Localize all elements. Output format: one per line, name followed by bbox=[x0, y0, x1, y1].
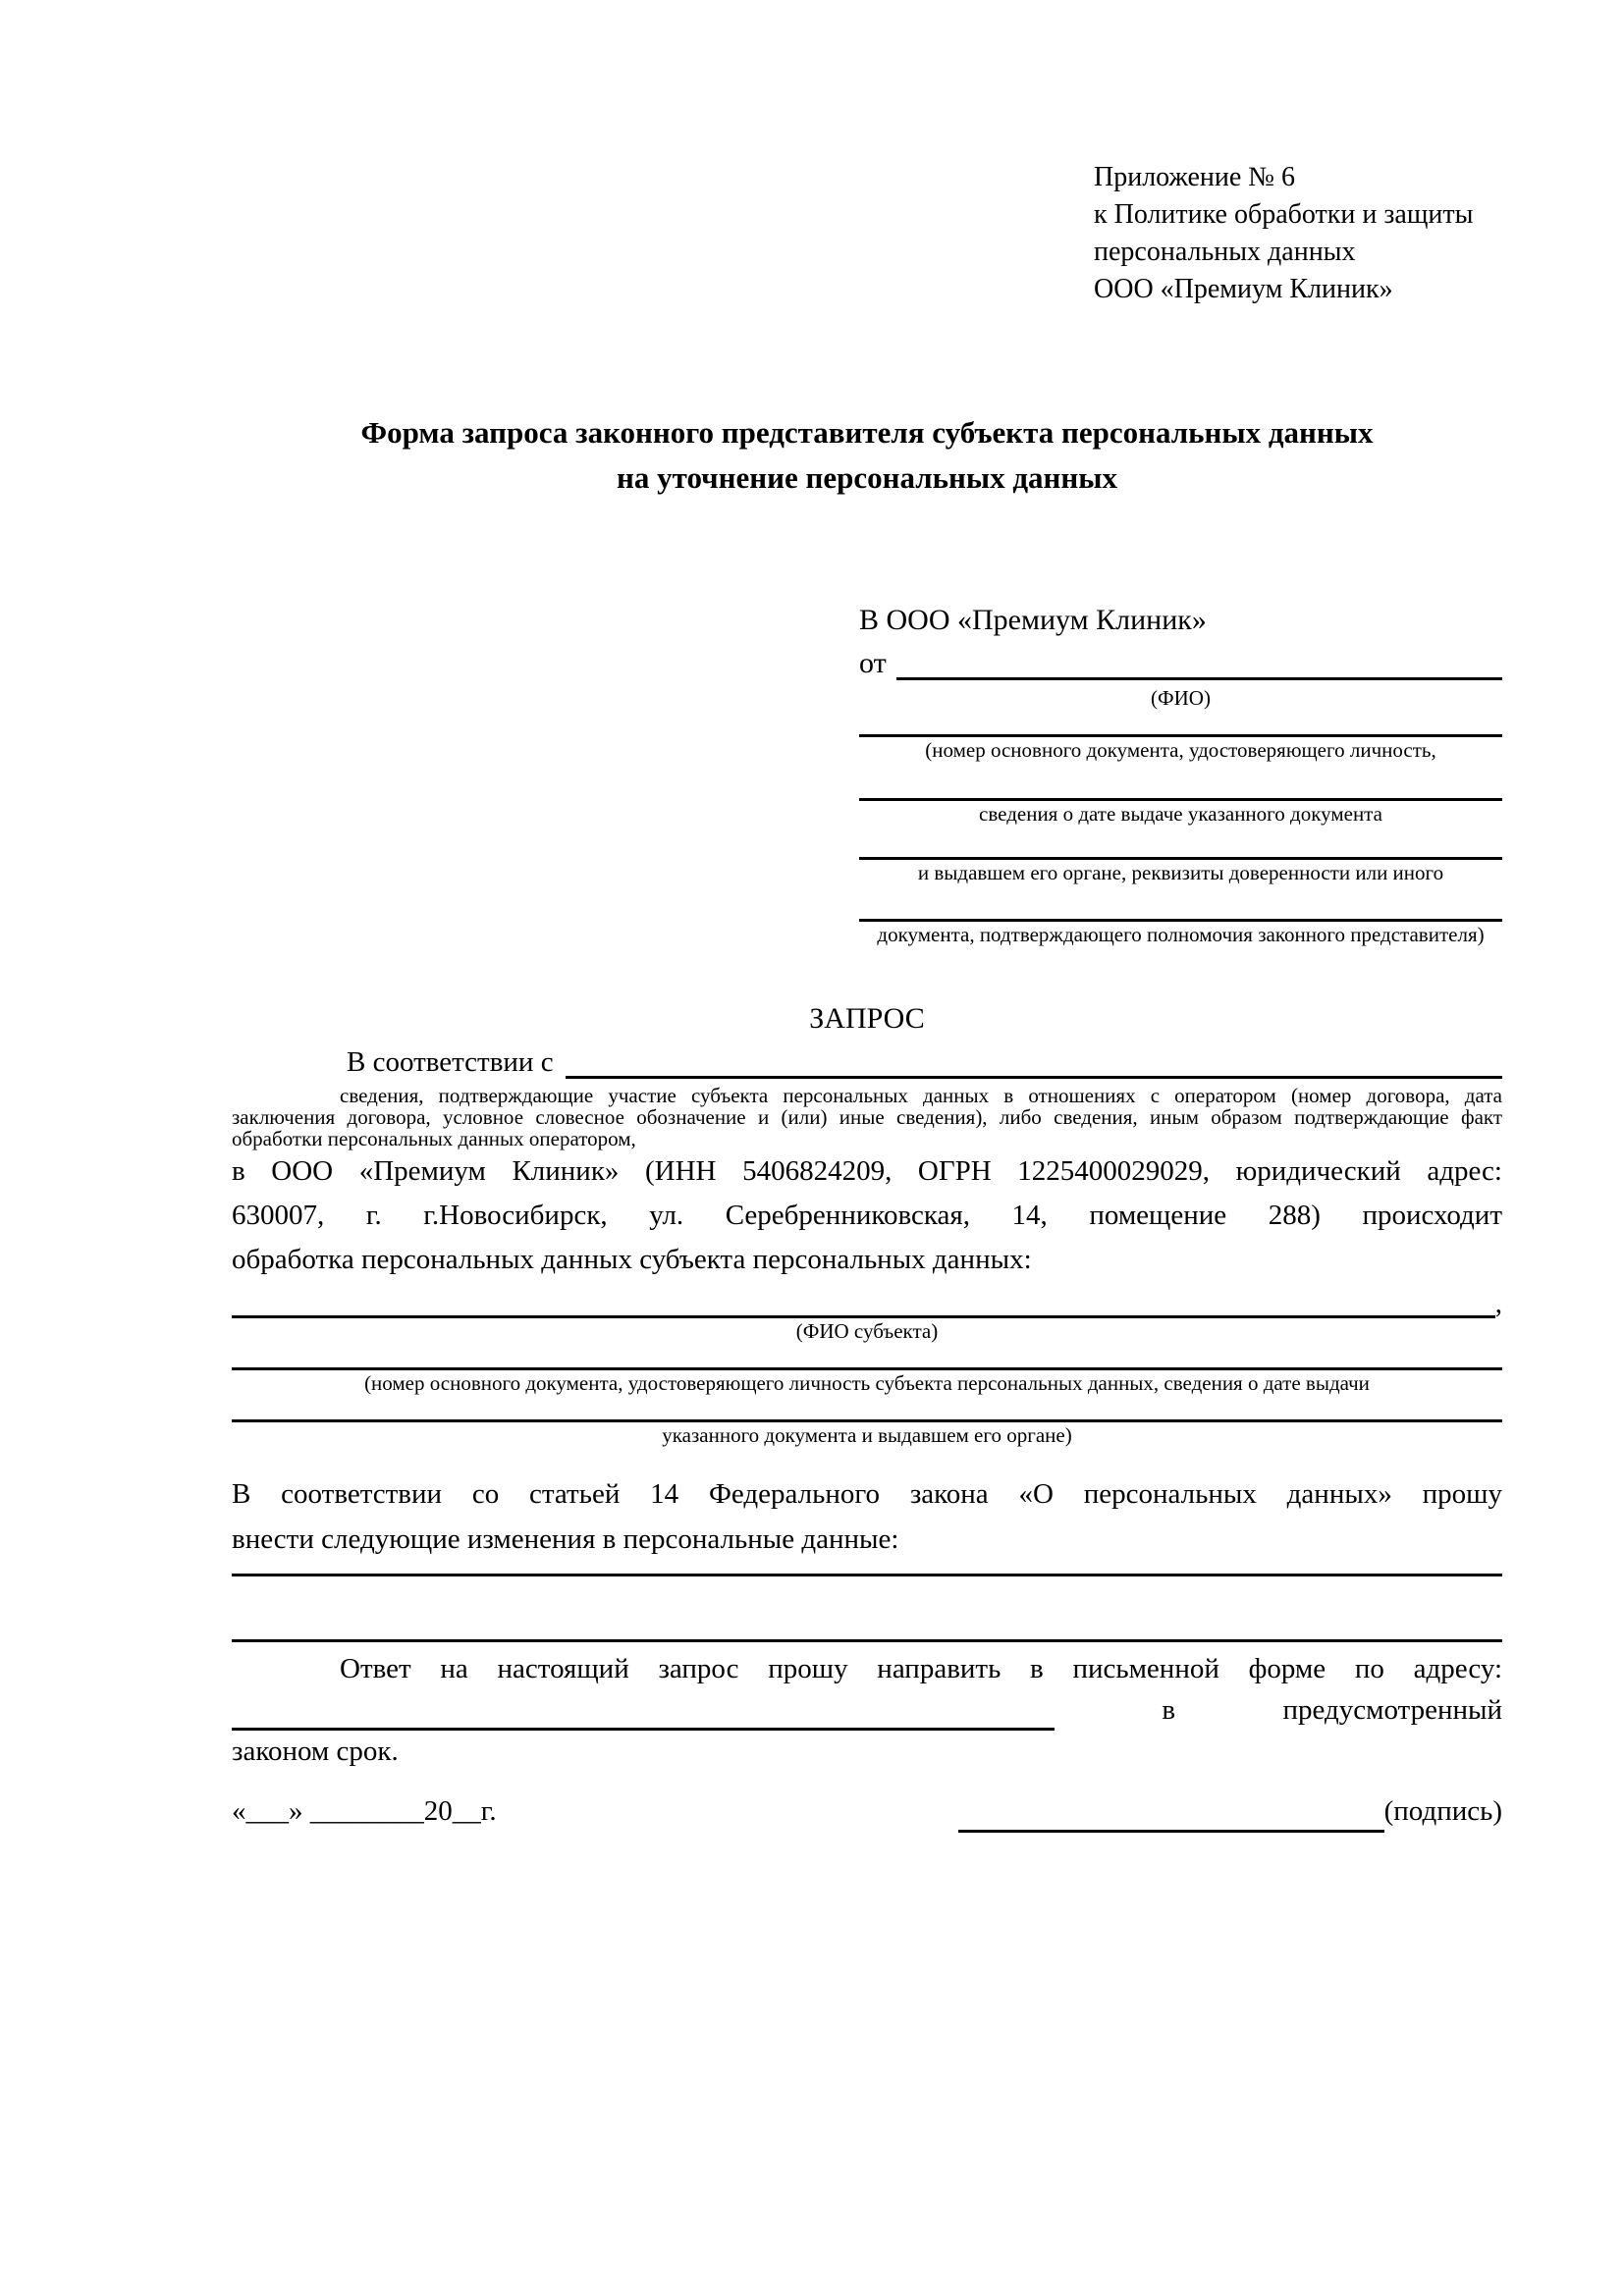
answer-paragraph-line-1: Ответ на настоящий запрос прошу направить в письменной форме по адресу: bbox=[340, 1653, 1502, 1684]
from-label: от bbox=[859, 647, 887, 679]
signature-group bbox=[958, 1789, 1502, 1833]
operator-paragraph-line-2: 630007, г. г.Новосибирск, ул. Серебренниковская, 14, помещение 288) происходит bbox=[232, 1200, 1502, 1231]
from-fill-line bbox=[896, 642, 1502, 680]
answer-word-predusmotrenny: предусмотренный bbox=[1282, 1694, 1502, 1726]
appendix-header bbox=[1094, 159, 1502, 308]
date-line: «___» ________20__г. bbox=[232, 1795, 497, 1827]
from-row bbox=[859, 642, 1502, 685]
basis-note-line-3: обработки персональных данных оператором, bbox=[232, 1127, 636, 1150]
addressee-organization: В ООО «Премиум Клиник» bbox=[859, 604, 1207, 636]
answer-address-fill-line bbox=[232, 1694, 1055, 1731]
subject-fio-fill-line bbox=[232, 1282, 1495, 1318]
subject-fio-fill-row bbox=[232, 1282, 1502, 1318]
issue-date-caption: сведения о дате выдаче указанного документа bbox=[979, 802, 1382, 826]
issuing-authority-caption: и выдавшем его органе, реквизиты доверенности или иного bbox=[917, 861, 1444, 884]
fio-caption: (ФИО) bbox=[1151, 686, 1211, 710]
basis-note bbox=[232, 1085, 1502, 1149]
request-heading: ЗАПРОС bbox=[809, 1002, 925, 1035]
basis-prefix: В соответствии с bbox=[347, 1046, 554, 1078]
document-number-fill-line bbox=[859, 711, 1502, 737]
authority-document-fill-line bbox=[859, 885, 1502, 922]
answer-word-v: в bbox=[1162, 1694, 1176, 1726]
document-title-line-1: Форма запроса законного представителя субъекта персональных данных bbox=[360, 415, 1374, 450]
subject-fio-trailing-comma: , bbox=[1494, 1288, 1502, 1319]
basis-note-line-1: сведения, подтверждающие участие субъекта персональных данных в отношениях с оператором (номер договора, дата bbox=[340, 1084, 1502, 1107]
document-title bbox=[232, 410, 1502, 501]
operator-paragraph-line-3: обработка персональных данных субъекта персональных данных: bbox=[232, 1244, 1032, 1275]
addressee-block bbox=[859, 599, 1502, 947]
operator-paragraph-line-1: в ООО «Премиум Клиник» (ИНН 5406824209, ОГРН 1225400029029, юридический адрес: bbox=[232, 1155, 1502, 1187]
signature-caption: (подпись) bbox=[1383, 1795, 1502, 1827]
appendix-line-3: персональных данных bbox=[1094, 237, 1356, 267]
footer-row bbox=[232, 1789, 1502, 1833]
operator-paragraph bbox=[232, 1149, 1502, 1282]
subject-document-caption: (номер основного документа, удостоверяющего личность субъекта персональных данных, сведения о дате выдачи bbox=[364, 1371, 1370, 1395]
law-paragraph-line-1: В соответствии со статьей 14 Федерального закона «О персональных данных» прошу bbox=[232, 1478, 1502, 1510]
law-paragraph bbox=[232, 1471, 1502, 1562]
subject-document-fill-line bbox=[232, 1344, 1502, 1370]
issue-date-fill-line bbox=[859, 763, 1502, 801]
signature-fill-line bbox=[958, 1796, 1384, 1833]
answer-address-row bbox=[232, 1689, 1502, 1731]
answer-paragraph bbox=[232, 1648, 1502, 1772]
authority-document-caption: документа, подтверждающего полномочия законного представителя) bbox=[877, 923, 1485, 946]
appendix-line-4: ООО «Премиум Клиник» bbox=[1094, 274, 1393, 304]
changes-fill-line-1 bbox=[232, 1562, 1502, 1576]
basis-fill-line bbox=[566, 1041, 1502, 1079]
subject-document-authority-fill-line bbox=[232, 1396, 1502, 1422]
changes-fill-line-2 bbox=[232, 1576, 1502, 1642]
appendix-line-1: Приложение № 6 bbox=[1094, 162, 1295, 192]
basis-row bbox=[232, 1041, 1502, 1085]
subject-fio-caption: (ФИО субъекта) bbox=[795, 1319, 939, 1343]
basis-note-line-2: заключения договора, условное словесное обозначение и (или) иные сведения), либо сведения, иным образом подтверждающие факт bbox=[232, 1105, 1502, 1129]
answer-paragraph-tail: законом срок. bbox=[232, 1735, 399, 1767]
law-paragraph-line-2: внести следующие изменения в персональные данные: bbox=[232, 1523, 899, 1555]
issuing-authority-fill-line bbox=[859, 827, 1502, 860]
appendix-line-2: к Политике обработки и защиты bbox=[1094, 199, 1474, 230]
document-title-line-2: на уточнение персональных данных bbox=[617, 460, 1117, 495]
document-number-caption: (номер основного документа, удостоверяющего личность, bbox=[925, 738, 1436, 762]
subject-document-authority-caption: указанного документа и выдавшем его органе) bbox=[662, 1423, 1072, 1447]
